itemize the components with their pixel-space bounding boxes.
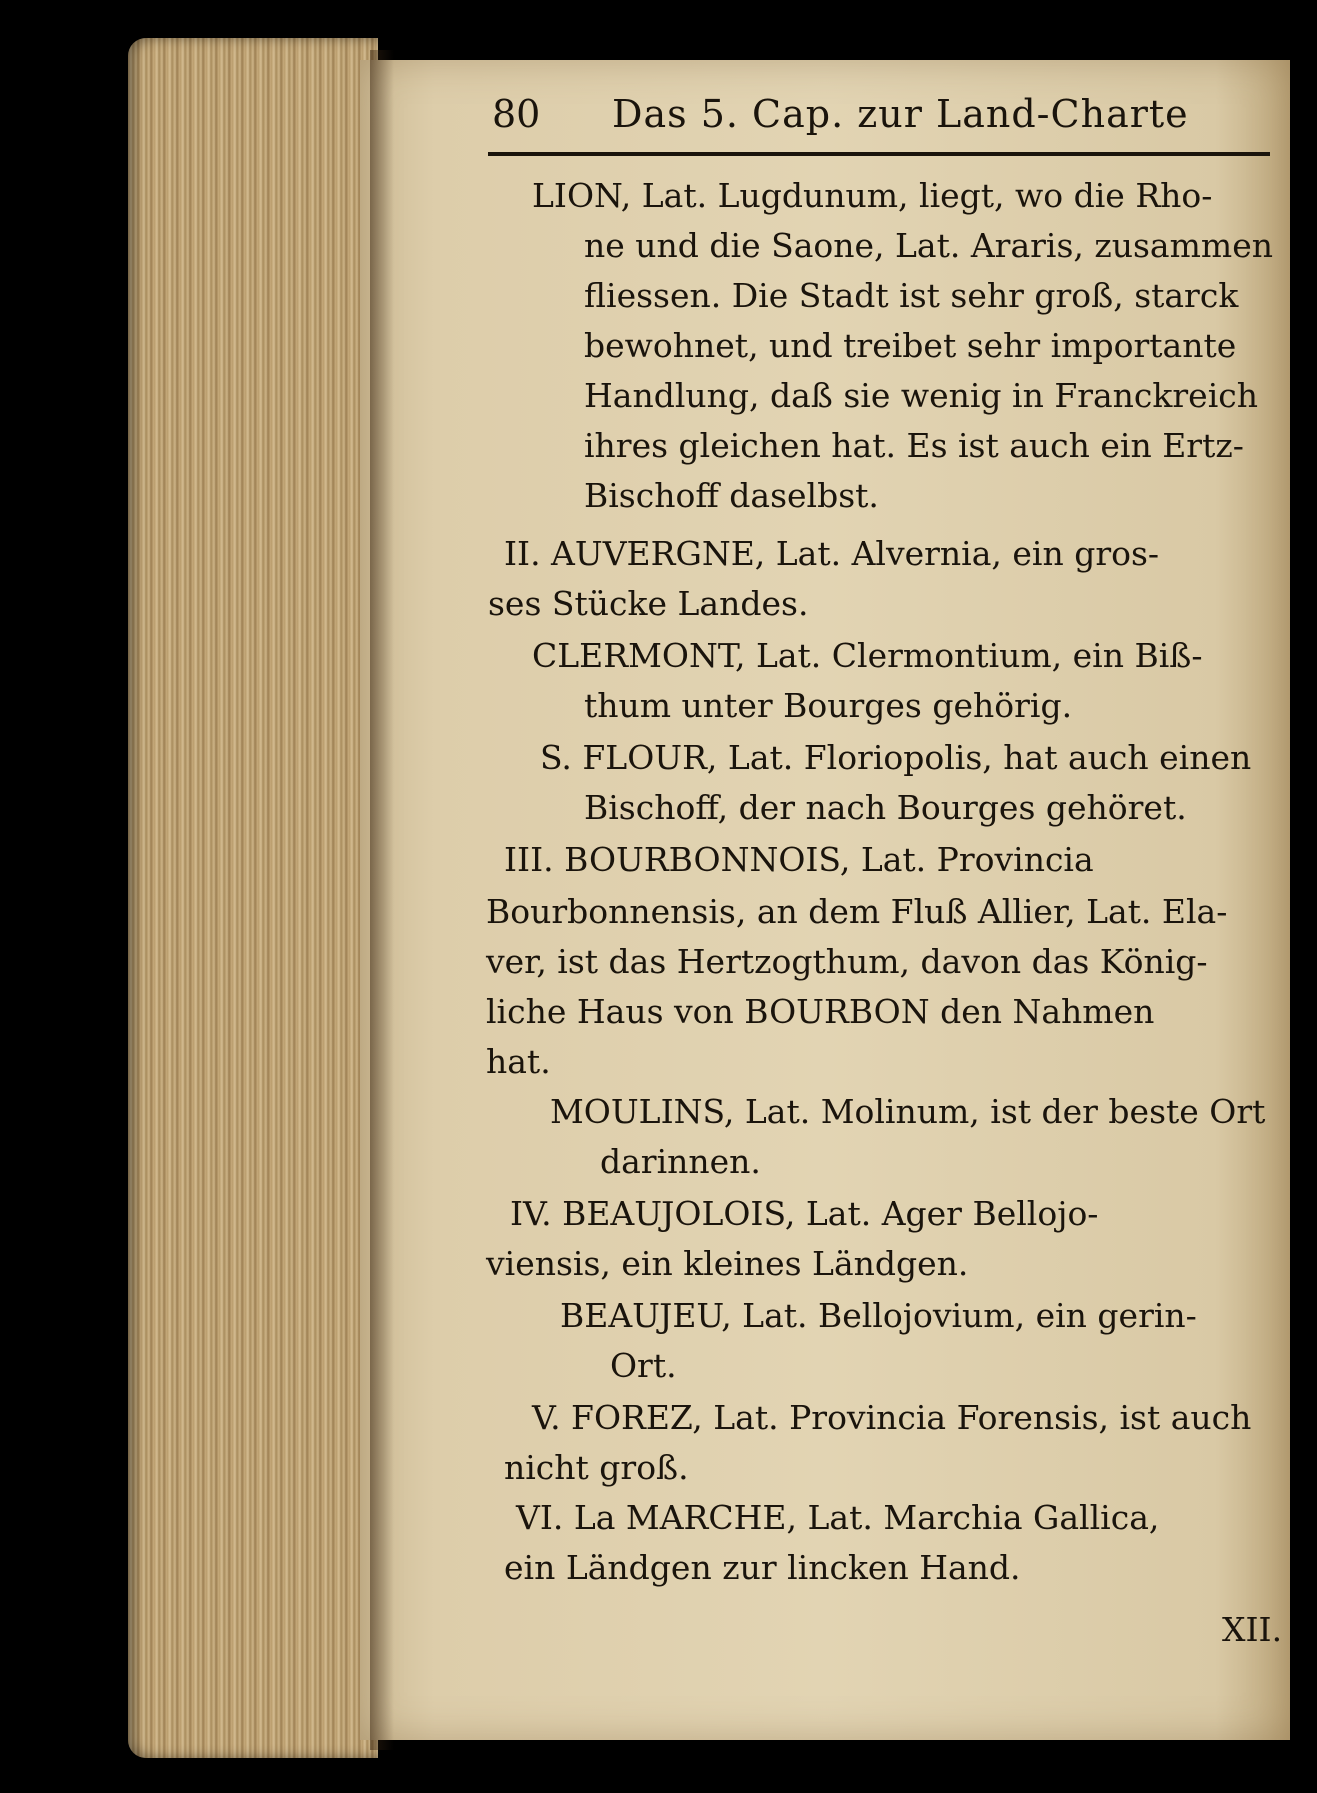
text-line: Bourbonnensis, an dem Fluß Allier, Lat. Ela- bbox=[486, 892, 1228, 931]
text-line: darinnen. bbox=[600, 1142, 761, 1181]
text-line: bewohnet, und treibet sehr importante bbox=[584, 326, 1237, 365]
catchword: XII. bbox=[1222, 1610, 1283, 1649]
text-line: liche Haus von BOURBON den Nahmen bbox=[486, 992, 1155, 1031]
text-line: BEAUJEU, Lat. Bellojovium, ein gerin- bbox=[560, 1296, 1197, 1335]
text-line: VI. La MARCHE, Lat. Marchia Gallica, bbox=[516, 1498, 1160, 1537]
text-line: MOULINS, Lat. Molinum, ist der beste Ort bbox=[550, 1092, 1266, 1131]
text-line: hat. bbox=[486, 1042, 551, 1081]
text-line: S. FLOUR, Lat. Floriopolis, hat auch einen bbox=[540, 738, 1252, 777]
text-line: ses Stücke Landes. bbox=[488, 584, 809, 623]
text-line: Handlung, daß sie wenig in Franckreich bbox=[584, 376, 1259, 415]
text-line: ihres gleichen hat. Es ist auch ein Ertz- bbox=[584, 426, 1244, 465]
text-line: Bischoff daselbst. bbox=[584, 476, 879, 515]
book-page-edges bbox=[128, 38, 378, 1758]
page-number: 80 bbox=[492, 92, 541, 136]
text-line: II. AUVERGNE, Lat. Alvernia, ein gros- bbox=[504, 534, 1160, 573]
text-line: Bischoff, der nach Bourges gehöret. bbox=[584, 788, 1187, 827]
text-line: LION, Lat. Lugdunum, liegt, wo die Rho- bbox=[532, 176, 1213, 215]
gutter-shadow bbox=[370, 50, 394, 1750]
text-line: viensis, ein kleines Ländgen. bbox=[486, 1244, 969, 1283]
text-line: ver, ist das Hertzogthum, davon das König- bbox=[486, 942, 1208, 981]
header-rule bbox=[488, 152, 1270, 156]
text-line: Ort. bbox=[610, 1346, 677, 1385]
running-head: Das 5. Cap. zur Land-Charte bbox=[612, 92, 1189, 136]
text-line: ein Ländgen zur lincken Hand. bbox=[504, 1548, 1021, 1587]
text-line: V. FOREZ, Lat. Provincia Forensis, ist auch bbox=[532, 1398, 1252, 1437]
text-line: IV. BEAUJOLOIS, Lat. Ager Bellojo- bbox=[510, 1194, 1099, 1233]
text-line: fliessen. Die Stadt ist sehr groß, starck bbox=[584, 276, 1239, 315]
text-line: ne und die Saone, Lat. Araris, zusammen bbox=[584, 226, 1273, 265]
text-line: nicht groß. bbox=[504, 1448, 689, 1487]
text-line: CLERMONT, Lat. Clermontium, ein Biß- bbox=[532, 636, 1203, 675]
text-line: III. BOURBONNOIS, Lat. Provincia bbox=[504, 840, 1094, 879]
text-line: thum unter Bourges gehörig. bbox=[584, 686, 1073, 725]
page-header bbox=[492, 92, 1272, 152]
